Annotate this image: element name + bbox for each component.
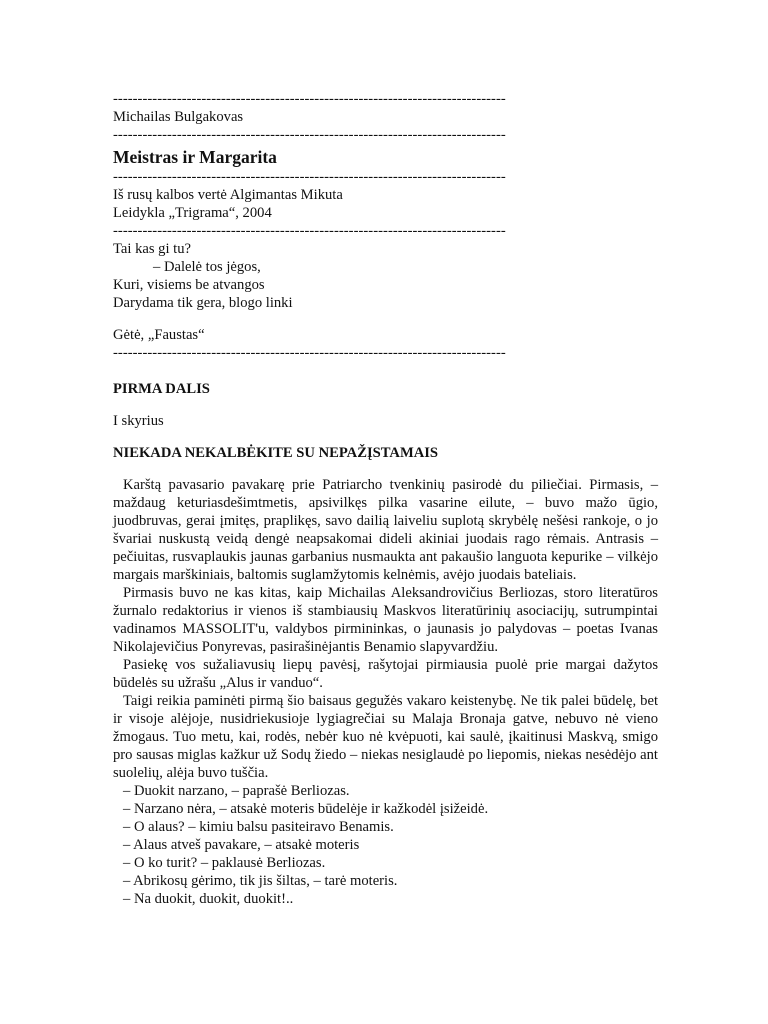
epigraph-line: Kuri, visiems be atvangos <box>113 277 265 293</box>
spacer <box>113 430 658 444</box>
dialogue-line: – O ko turit? – paklausė Berliozas. <box>123 855 326 871</box>
separator-line: -------------------------------------------------------------------------------- <box>113 169 506 185</box>
spacer <box>113 312 658 326</box>
part-heading: PIRMA DALIS <box>113 381 210 397</box>
dialogue-line: – Duokit narzano, – paprašė Berliozas. <box>123 783 350 799</box>
chapter-title: NIEKADA NEKALBĖKITE SU NEPAŽĮSTAMAIS <box>113 445 439 461</box>
publisher-info: Leidykla „Trigrama“, 2004 <box>113 205 272 221</box>
body-paragraph: Pasiekę vos sužaliavusių liepų pavėsį, rašytojai pirmiausia puolė prie margai dažytos būdelės su užrašu „Alus ir vanduo“. <box>113 657 658 691</box>
separator-line: -------------------------------------------------------------------------------- <box>113 223 506 239</box>
dialogue-line: – Alaus atveš pavakare, – atsakė moteris <box>123 837 360 853</box>
spacer <box>113 362 658 380</box>
chapter-number: I skyrius <box>113 413 164 429</box>
dialogue-line: – Abrikosų gėrimo, tik jis šiltas, – tarė moteris. <box>123 873 398 889</box>
epigraph-line: Darydama tik gera, blogo linki <box>113 295 293 311</box>
epigraph-line: Tai kas gi tu? <box>113 241 192 257</box>
author-name: Michailas Bulgakovas <box>113 109 244 125</box>
separator-line: -------------------------------------------------------------------------------- <box>113 127 506 143</box>
separator-line: -------------------------------------------------------------------------------- <box>113 345 506 361</box>
spacer <box>113 398 658 412</box>
dialogue-line: – O alaus? – kimiu balsu pasiteiravo Benamis. <box>123 819 394 835</box>
epigraph-line: – Dalelė tos jėgos, <box>153 259 261 275</box>
body-paragraph: Karštą pavasario pavakarę prie Patriarcho tvenkinių pasirodė du piliečiai. Pirmasis, – maždaug keturiasdešimtmetis, apsivilkęs pilka vasarine eilute, – buvo mažo ūgio, juodbruvas, gerai įmitęs, praplikęs, savo dailią laiveliu suplotą skrybėlę nešėsi rankoje, o jo švariai nuskustą veidą dengė neapsakomai dideli akiniai juodais rago rėmais. Antrasis – pečiuitas, rusvaplaukis jaunas garbanius nusmaukta ant pakaušio languota kepurike – vilkėjo margais marškiniais, baltomis suglamžytomis kelnėmis, avėjo juodais bateliais. <box>113 477 658 583</box>
dialogue-line: – Na duokit, duokit, duokit!.. <box>123 891 294 907</box>
dialogue-line: – Narzano nėra, – atsakė moteris būdelėje ir kažkodėl įsižeidė. <box>123 801 489 817</box>
body-paragraph: Taigi reikia paminėti pirmą šio baisaus gegužės vakaro keistenybę. Ne tik palei būdelę, bet ir visoje alėjoje, nusidriekusioje lygiagrečiai su Malaja Bronaja gatve, nebuvo nė vieno žmogaus. Tuo metu, kai, rodės, nebėr kuo nė kvėpuoti, kai saulė, įkaitinusi Maskvą, smigo pro sausas miglas kažkur už Sodų žiedo – niekas nesiglaudė po liepomis, niekas nesėdėjo ant suolelių, alėja buvo tuščia. <box>113 693 658 781</box>
epigraph-attribution: Gėtė, „Faustas“ <box>113 327 205 343</box>
separator-line: -------------------------------------------------------------------------------- <box>113 91 506 107</box>
body-paragraph: Pirmasis buvo ne kas kitas, kaip Michailas Aleksandrovičius Berliozas, storo literatūros žurnalo redaktorius ir vienos iš stambiausių Maskvos literatūrinių asociacijų, sutrumpintai vadinamos MASSOLIT'u, valdybos pirmininkas, o jaunasis jo palydovas – poetas Ivanas Nikolajevičius Ponyrevas, pasirašinėjantis Benamio slapyvardžiu. <box>113 585 658 655</box>
document-page <box>113 90 658 908</box>
book-title: Meistras ir Margarita <box>113 147 277 167</box>
spacer <box>113 462 658 476</box>
translation-credit: Iš rusų kalbos vertė Algimantas Mikuta <box>113 187 343 203</box>
